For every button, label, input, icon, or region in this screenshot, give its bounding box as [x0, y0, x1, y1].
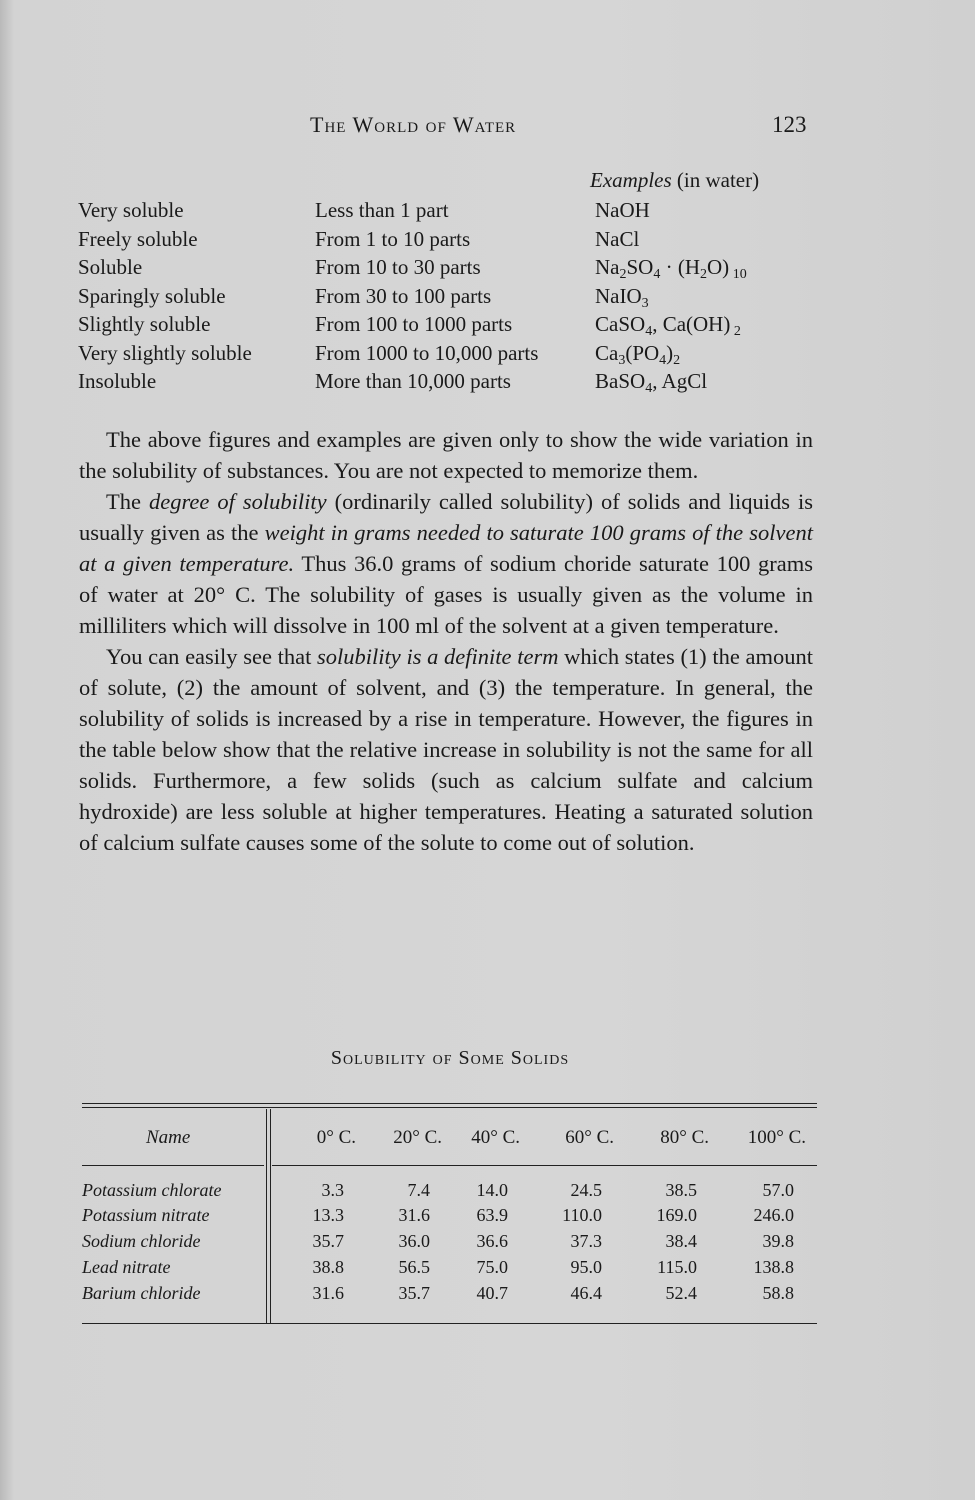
table-divider-2: [270, 1109, 271, 1323]
header-rule-right: [272, 1165, 817, 1166]
table-cell: 38.5: [665, 1180, 697, 1200]
solubility-example: $Na_2SO_4 \cdot (H_2O)$ $_{10}$: [595, 255, 747, 282]
column-header-temp: 40° C.: [471, 1127, 520, 1148]
solubility-example: NaCl: [595, 227, 640, 251]
solubility-example: NaOH: [595, 198, 650, 222]
table-cell: 7.4: [407, 1180, 430, 1200]
column-header-name: Name: [146, 1127, 191, 1148]
table-cell: 110.0: [562, 1205, 602, 1225]
examples-heading: [590, 168, 759, 193]
solubility-amount: From 10 to 30 parts: [315, 255, 481, 279]
column-header-temp: 80° C.: [660, 1127, 709, 1148]
page-number: 123: [772, 112, 807, 137]
table-cell: 56.5: [398, 1257, 430, 1277]
running-title: The World of Water: [310, 112, 517, 137]
table-title: Solubility of Some Solids: [330, 1047, 570, 1069]
solubility-term: Slightly soluble: [78, 312, 211, 336]
table-row-name: Barium chloride: [82, 1283, 201, 1303]
table-cell: 63.9: [476, 1205, 508, 1225]
solubility-amount: More than 10,000 parts: [315, 369, 511, 393]
table-bottom-rule: [82, 1323, 817, 1324]
column-header-temp: 0° C.: [316, 1127, 356, 1148]
table-cell: 169.0: [656, 1205, 697, 1225]
column-header-temp: 60° C.: [565, 1127, 614, 1148]
table-top-rule-2: [82, 1107, 817, 1108]
table-cell: 57.0: [762, 1180, 794, 1200]
header-rule-left: [82, 1165, 264, 1166]
table-cell: 95.0: [570, 1257, 602, 1277]
solubility-amount: From 1000 to 10,000 parts: [315, 341, 539, 365]
table-cell: 36.6: [476, 1231, 508, 1251]
table-cell: 246.0: [753, 1205, 794, 1225]
table-cell: 46.4: [570, 1283, 602, 1303]
table-row-name: Lead nitrate: [82, 1257, 171, 1277]
table-cell: 36.0: [398, 1231, 430, 1251]
table-cell: 37.3: [570, 1231, 602, 1251]
solubility-table: [82, 1103, 817, 1325]
body-paragraph: The degree of solubility (ordinarily called solubility) of solids and liquids is usually given as the weight in grams needed to saturate 100 grams of the solvent at a given temperature. Thus 36.0 grams of sodium choride saturate 100 grams of water at 20° C. The solubility of gases is usually given as the volume in milliliters which will dissolve in 100 ml of the solvent at a given temperature.: [79, 489, 813, 638]
table-cell: 38.4: [665, 1231, 697, 1251]
table-cell: 35.7: [312, 1231, 344, 1251]
examples-heading-italic: Examples: [590, 168, 672, 192]
table-cell: 14.0: [476, 1180, 508, 1200]
table-cell: 31.6: [312, 1283, 344, 1303]
table-cell: 3.3: [321, 1180, 344, 1200]
table-row-name: Potassium chlorate: [82, 1180, 222, 1200]
solubility-term: Sparingly soluble: [78, 284, 226, 308]
table-cell: 52.4: [665, 1283, 697, 1303]
solubility-term: Very slightly soluble: [78, 341, 252, 365]
solubility-amount: From 100 to 1000 parts: [315, 312, 513, 336]
table-cell: 75.0: [476, 1257, 508, 1277]
column-header-temp: 20° C.: [393, 1127, 442, 1148]
solubility-amount: From 1 to 10 parts: [315, 227, 471, 251]
examples-heading-rest: (in water): [671, 168, 760, 192]
solubility-term: Soluble: [78, 255, 143, 279]
table-cell: 31.6: [398, 1205, 430, 1225]
table-divider-1: [266, 1109, 267, 1323]
table-cell: 35.7: [398, 1283, 430, 1303]
solubility-term: Very soluble: [78, 198, 184, 222]
table-cell: 13.3: [312, 1205, 344, 1225]
table-cell: 39.8: [762, 1231, 794, 1251]
solubility-example: NaIO$_3$: [595, 284, 649, 311]
table-cell: 115.0: [657, 1257, 697, 1277]
body-paragraph: You can easily see that solubility is a definite term which states (1) the amount of solute, (2) the amount of solvent, and (3) the temperature. In general, the solubility of solids is increased by a rise in temperature. However, the figures in the table below show that the relative increase in solubility is not the same for all solids. Furthermore, a few solids (such as calcium sulfate and calcium hydroxide) are less soluble at higher temperatures. Heating a saturated solution of calcium sulfate causes some of the solute to come out of solution.: [79, 644, 813, 855]
table-row-name: Sodium chloride: [82, 1231, 201, 1251]
body-text: [79, 424, 813, 858]
solubility-term: Freely soluble: [78, 227, 198, 251]
solubility-amount: From 30 to 100 parts: [315, 284, 492, 308]
solubility-example: BaSO$_4$, AgCl: [595, 369, 708, 396]
table-cell: 58.8: [762, 1283, 794, 1303]
solubility-amount: Less than 1 part: [315, 198, 449, 222]
table-cell: 24.5: [570, 1180, 602, 1200]
table-cell: 40.7: [476, 1283, 508, 1303]
page-header: [0, 112, 975, 142]
body-paragraph: The above figures and examples are given only to show the wide variation in the solubility of substances. You are not expected to memorize them.: [79, 427, 813, 483]
solubility-example: $Ca_3(PO_4)_2$: [595, 341, 681, 368]
solubility-term: Insoluble: [78, 369, 157, 393]
table-cell: 38.8: [312, 1257, 344, 1277]
table-top-rule: [82, 1103, 817, 1104]
table-cell: 138.8: [753, 1257, 794, 1277]
table-row-name: Potassium nitrate: [82, 1205, 210, 1225]
column-header-temp: 100° C.: [747, 1127, 806, 1148]
solubility-example: CaSO$_4$, Ca(OH) $_2$: [595, 312, 741, 339]
